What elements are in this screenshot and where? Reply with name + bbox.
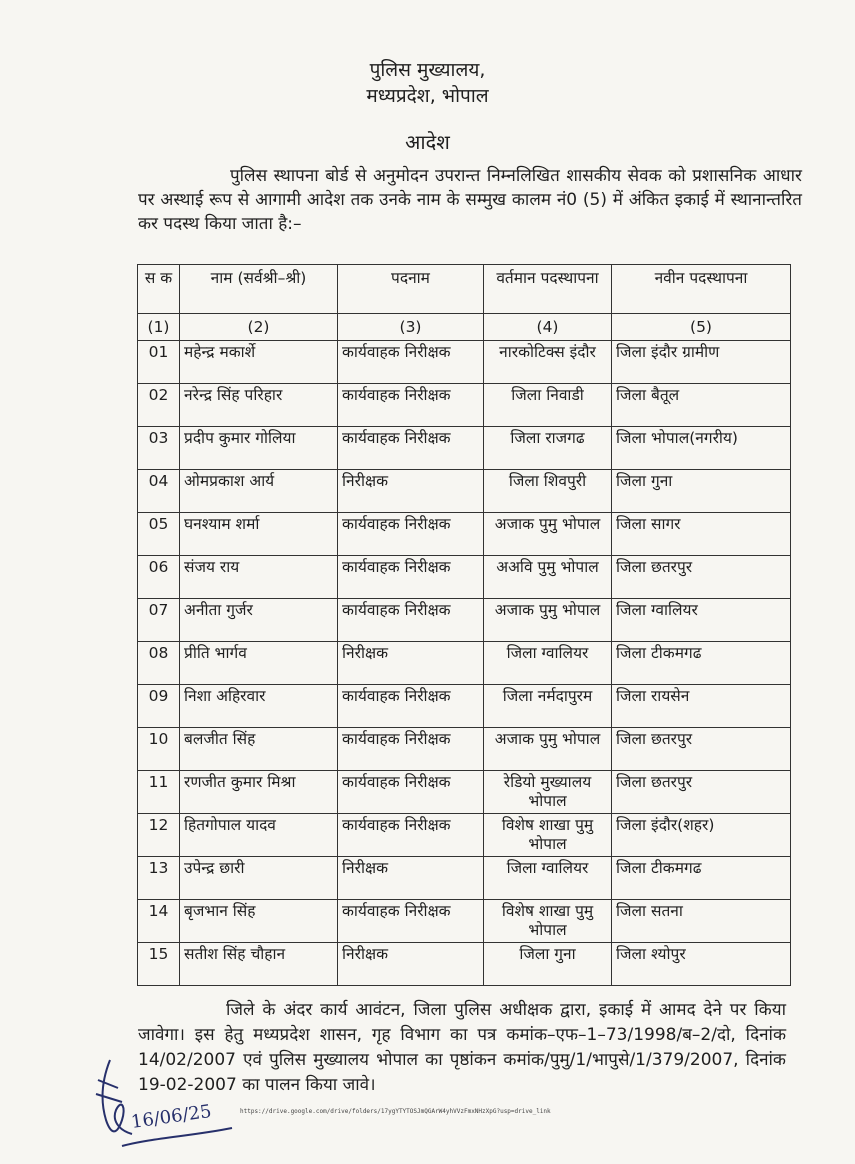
cell-name: सतीश सिंह चौहान — [180, 943, 338, 986]
cell-current: जिला निवाडी — [484, 384, 612, 427]
cell-sno: 12 — [138, 814, 180, 857]
cell-name: घनश्याम शर्मा — [180, 513, 338, 556]
cell-designation: कार्यवाहक निरीक्षक — [338, 900, 484, 943]
cell-designation: कार्यवाहक निरीक्षक — [338, 513, 484, 556]
cell-new: जिला बैतूल — [612, 384, 791, 427]
order-title: आदेश — [405, 130, 450, 154]
header-line-1: पुलिस मुख्यालय, — [369, 59, 486, 81]
cell-current: नारकोटिक्स इंदौर — [484, 341, 612, 384]
cell-current: विशेष शाखा पुमु भोपाल — [484, 814, 612, 857]
cell-sno: 04 — [138, 470, 180, 513]
cell-sno: 15 — [138, 943, 180, 986]
table-row — [138, 857, 791, 900]
cell-sno: 03 — [138, 427, 180, 470]
cell-sno: 11 — [138, 771, 180, 814]
cell-name: रणजीत कुमार मिश्रा — [180, 771, 338, 814]
cell-name: नरेन्द्र सिंह परिहार — [180, 384, 338, 427]
footer-paragraph: जिले के अंदर कार्य आवंटन, जिला पुलिस अधीक्षक द्वारा, इकाई में आमद देने पर किया जावेगा। इस हेतु मध्यप्रदेश शासन, गृह विभाग का पत्र कमांक–एफ–1–73/1998/ब–2/दो, दिनांक 14/02/2007 एवं पुलिस मुख्यालय भोपाल का पृष्ठांकन कमांक/पुमु/1/भापुसे/1/379/2007, दिनांक 19-02-2007 का पालन किया जावे। — [138, 1000, 786, 1095]
cell-new: जिला टीकमगढ — [612, 642, 791, 685]
col-header-current: वर्तमान पदस्थापना — [484, 265, 612, 314]
table-header-row — [138, 265, 791, 314]
cell-new: जिला इंदौर(शहर) — [612, 814, 791, 857]
cell-designation: कार्यवाहक निरीक्षक — [338, 771, 484, 814]
cell-designation: कार्यवाहक निरीक्षक — [338, 814, 484, 857]
cell-designation: निरीक्षक — [338, 642, 484, 685]
cell-name: महेन्द्र मकार्शे — [180, 341, 338, 384]
table-row — [138, 513, 791, 556]
cell-new: जिला छतरपुर — [612, 556, 791, 599]
cell-current: अजाक पुमु भोपाल — [484, 599, 612, 642]
table-row — [138, 728, 791, 771]
cell-current: अअवि पुमु भोपाल — [484, 556, 612, 599]
cell-sno: 09 — [138, 685, 180, 728]
cell-designation: कार्यवाहक निरीक्षक — [338, 556, 484, 599]
cell-name: प्रदीप कुमार गोलिया — [180, 427, 338, 470]
col-number: (5) — [612, 314, 791, 341]
cell-sno: 07 — [138, 599, 180, 642]
cell-name: बलजीत सिंह — [180, 728, 338, 771]
cell-current: अजाक पुमु भोपाल — [484, 513, 612, 556]
cell-current: जिला ग्वालियर — [484, 642, 612, 685]
col-header-name: नाम (सर्वश्री–श्री) — [180, 265, 338, 314]
cell-new: जिला श्योपुर — [612, 943, 791, 986]
intro-paragraph: पुलिस स्थापना बोर्ड से अनुमोदन उपरान्त निम्नलिखित शासकीय सेवक को प्रशासनिक आधार पर अस्थाई रूप से आगामी आदेश तक उनके नाम के सम्मुख कालम नं0 (5) में अंकित इकाई में स्थानान्तरित कर पदस्थ किया जाता है:– — [138, 166, 802, 234]
cell-current: जिला नर्मदापुरम — [484, 685, 612, 728]
cell-name: उपेन्द्र छारी — [180, 857, 338, 900]
cell-name: निशा अहिरवार — [180, 685, 338, 728]
cell-new: जिला रायसेन — [612, 685, 791, 728]
table-row — [138, 341, 791, 384]
cell-designation: कार्यवाहक निरीक्षक — [338, 341, 484, 384]
cell-sno: 13 — [138, 857, 180, 900]
table-row — [138, 599, 791, 642]
cell-current: जिला गुना — [484, 943, 612, 986]
handwritten-signature — [92, 1050, 242, 1154]
cell-name: प्रीति भार्गव — [180, 642, 338, 685]
cell-new: जिला ग्वालियर — [612, 599, 791, 642]
col-number: (4) — [484, 314, 612, 341]
table-row — [138, 642, 791, 685]
cell-current: जिला ग्वालियर — [484, 857, 612, 900]
cell-name: संजय राय — [180, 556, 338, 599]
col-number: (2) — [180, 314, 338, 341]
transfer-table — [137, 264, 791, 986]
cell-sno: 08 — [138, 642, 180, 685]
cell-designation: निरीक्षक — [338, 857, 484, 900]
cell-designation: निरीक्षक — [338, 470, 484, 513]
table-row — [138, 384, 791, 427]
cell-current: रेडियो मुख्यालय भोपाल — [484, 771, 612, 814]
table-row — [138, 556, 791, 599]
col-header-designation: पदनाम — [338, 265, 484, 314]
col-number: (3) — [338, 314, 484, 341]
cell-new: जिला टीकमगढ — [612, 857, 791, 900]
col-number: (1) — [138, 314, 180, 341]
cell-new: जिला छतरपुर — [612, 771, 791, 814]
svg-text:16/06/25: 16/06/25 — [129, 1100, 213, 1133]
header-line-2: मध्यप्रदेश, भोपाल — [366, 85, 489, 107]
table-row — [138, 771, 791, 814]
cell-new: जिला गुना — [612, 470, 791, 513]
cell-new: जिला भोपाल(नगरीय) — [612, 427, 791, 470]
table-row — [138, 814, 791, 857]
table-row — [138, 685, 791, 728]
cell-designation: कार्यवाहक निरीक्षक — [338, 685, 484, 728]
cell-designation: कार्यवाहक निरीक्षक — [338, 599, 484, 642]
cell-sno: 10 — [138, 728, 180, 771]
col-header-new: नवीन पदस्थापना — [612, 265, 791, 314]
cell-current: विशेष शाखा पुमु भोपाल — [484, 900, 612, 943]
cell-current: जिला शिवपुरी — [484, 470, 612, 513]
cell-sno: 02 — [138, 384, 180, 427]
cell-sno: 05 — [138, 513, 180, 556]
cell-designation: कार्यवाहक निरीक्षक — [338, 728, 484, 771]
cell-current: अजाक पुमु भोपाल — [484, 728, 612, 771]
cell-sno: 14 — [138, 900, 180, 943]
cell-current: जिला राजगढ — [484, 427, 612, 470]
table-colnum-row — [138, 314, 791, 341]
cell-name: अनीता गुर्जर — [180, 599, 338, 642]
drive-link[interactable]: https://drive.google.com/drive/folders/17ygYTYTOSJmQGArW4yhVVzFmxNHzXpG?usp=drive_link — [240, 1108, 551, 1115]
cell-designation: कार्यवाहक निरीक्षक — [338, 384, 484, 427]
cell-new: जिला छतरपुर — [612, 728, 791, 771]
cell-sno: 01 — [138, 341, 180, 384]
cell-new: जिला इंदौर ग्रामीण — [612, 341, 791, 384]
table-row — [138, 900, 791, 943]
cell-new: जिला सागर — [612, 513, 791, 556]
table-row — [138, 943, 791, 986]
cell-name: बृजभान सिंह — [180, 900, 338, 943]
table-row — [138, 470, 791, 513]
cell-designation: निरीक्षक — [338, 943, 484, 986]
table-row — [138, 427, 791, 470]
cell-sno: 06 — [138, 556, 180, 599]
cell-designation: कार्यवाहक निरीक्षक — [338, 427, 484, 470]
cell-name: हितगोपाल यादव — [180, 814, 338, 857]
cell-new: जिला सतना — [612, 900, 791, 943]
col-header-sno: स क — [138, 265, 180, 314]
cell-name: ओमप्रकाश आर्य — [180, 470, 338, 513]
